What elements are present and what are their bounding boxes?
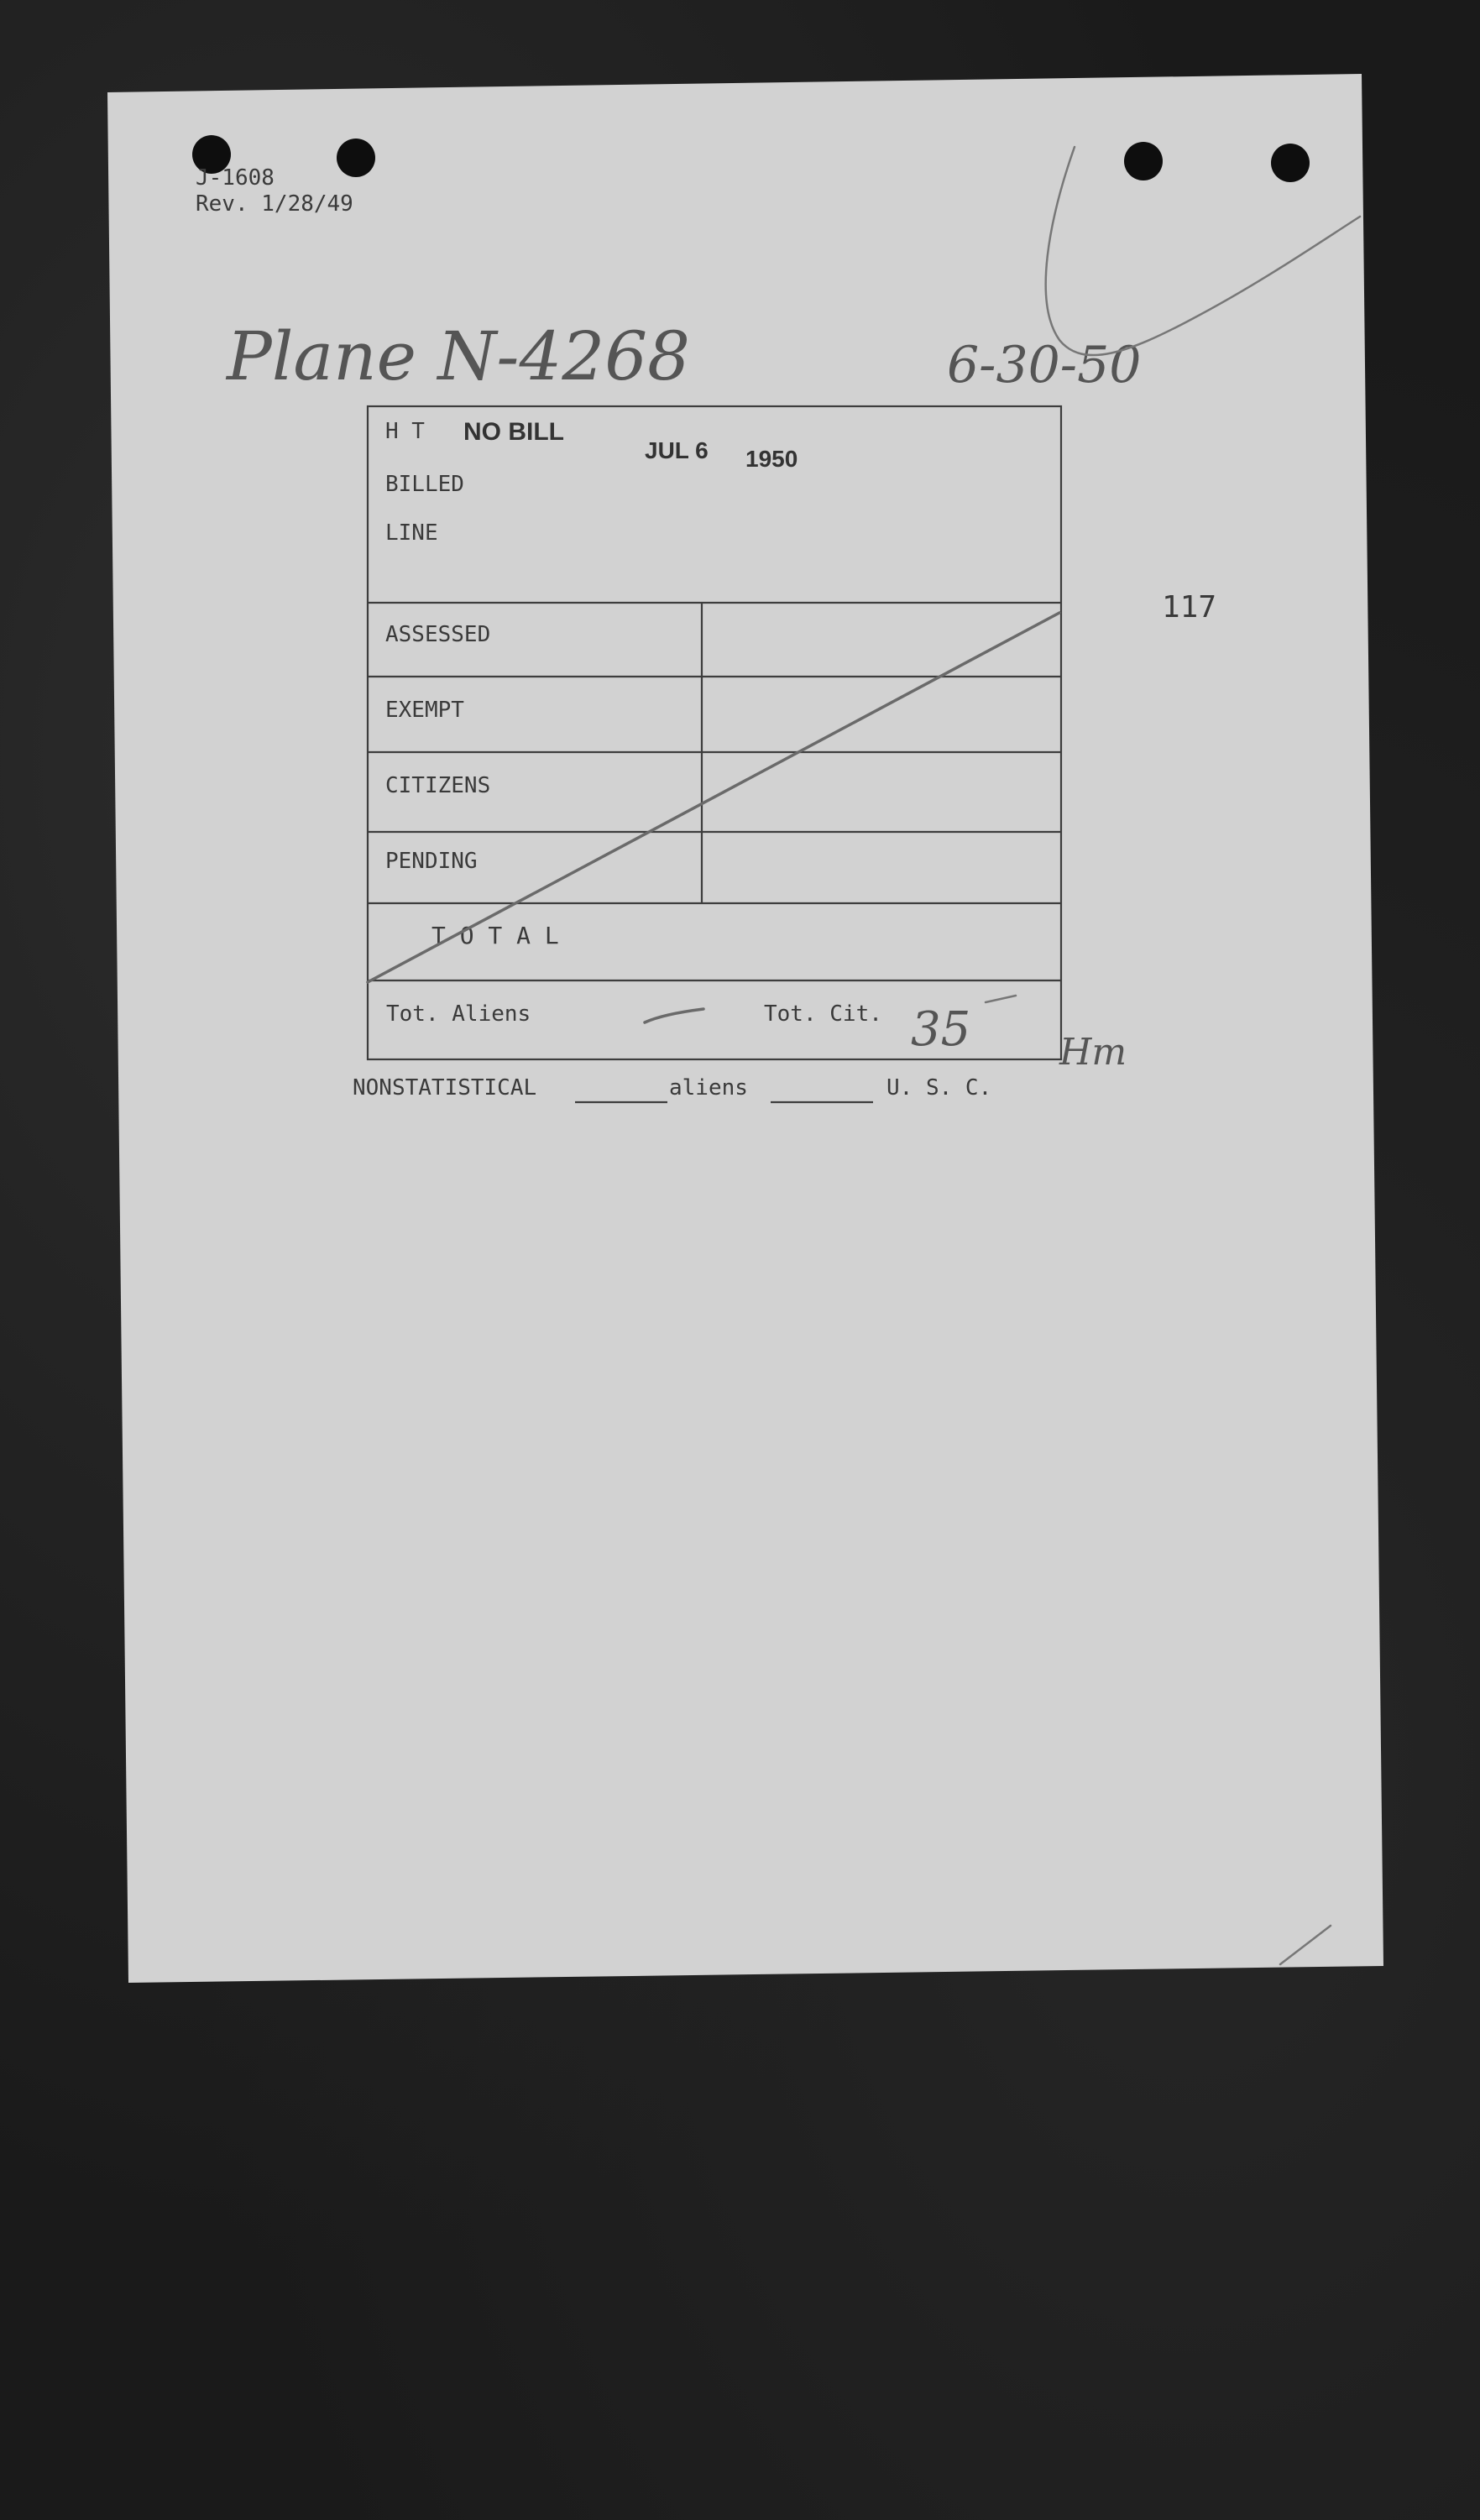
form-number: J-1608 [196, 165, 275, 191]
header-line: LINE [385, 520, 438, 546]
header-ht: H T [385, 419, 425, 444]
form-revision: Rev. 1/28/49 [196, 191, 353, 217]
nonstatistical-aliens: aliens [669, 1075, 748, 1101]
row-total: T O T A L [431, 922, 559, 949]
nonstatistical-label: NONSTATISTICAL [353, 1075, 537, 1101]
punch-hole-4 [1271, 144, 1310, 182]
row-pending: PENDING [385, 849, 478, 874]
handwritten-plane: Plane N-4268 [227, 317, 691, 395]
tot-cit-value: 35 [911, 1002, 971, 1057]
row-citizens: CITIZENS [385, 773, 491, 798]
punch-hole-3 [1124, 142, 1163, 180]
header-billed: BILLED [385, 472, 464, 497]
row-assessed: ASSESSED [385, 622, 491, 647]
handwritten-initials: Hm [1059, 1031, 1127, 1074]
handwritten-date: 6-30-50 [947, 336, 1142, 395]
stamp-date: JUL 6 [645, 437, 709, 463]
tot-aliens-label: Tot. Aliens [386, 1001, 531, 1027]
nonstatistical-usc: U. S. C. [886, 1075, 992, 1101]
stamp-no-bill: NO BILL [463, 418, 564, 446]
stamp-year: 1950 [745, 446, 798, 472]
punch-hole-2 [337, 139, 375, 177]
page-number: 117 [1162, 590, 1217, 625]
row-exempt: EXEMPT [385, 698, 464, 723]
tot-cit-label: Tot. Cit. [764, 1001, 882, 1027]
